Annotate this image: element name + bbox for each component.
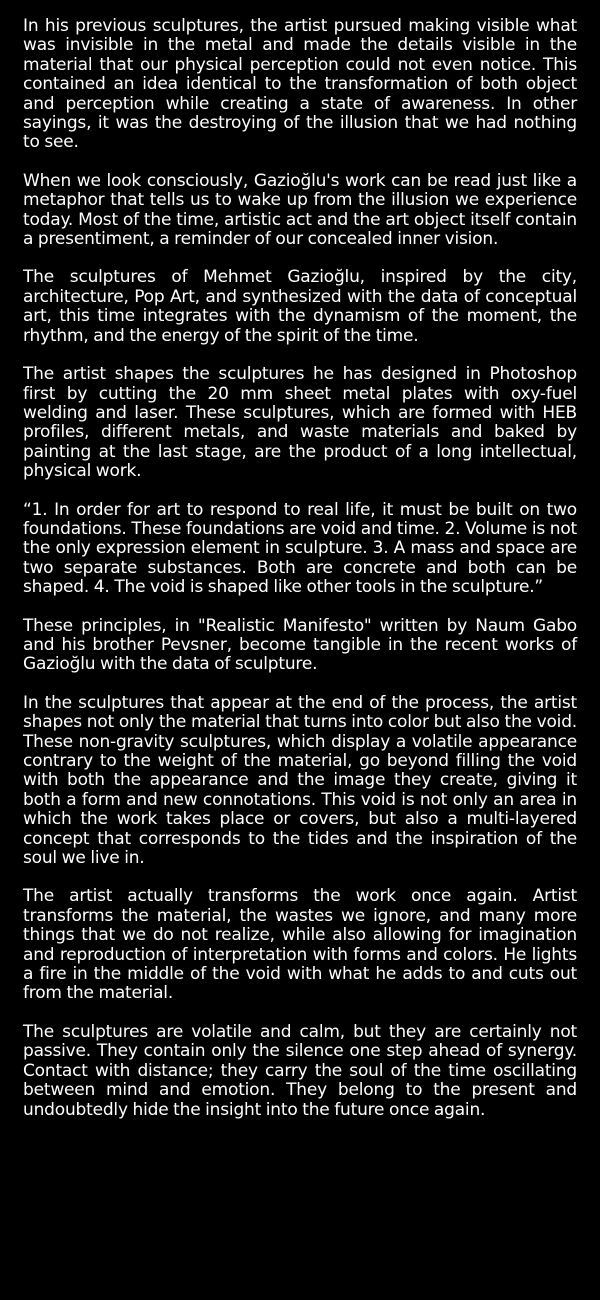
paragraph-inspiration: The sculptures of Mehmet Gazioğlu, inspired by the city, architecture, Pop Art, and synthesized with the data of conceptual art, this time integrates with the dynamism of the moment, the rhythm, and the energy of the spirit of the time. (23, 267, 577, 346)
paragraph-conclusion: The sculptures are volatile and calm, but they are certainly not passive. They contain only the silence one step ahead of synergy. Contact with distance; they carry the soul of the time oscillating between mind and emotion. They belong to the present and undoubtedly hide the insight into the future once again. (23, 1021, 577, 1120)
paragraph-process: The artist shapes the sculptures he has designed in Photoshop first by cutting the 20 mm sheet metal plates with oxy-fuel welding and laser. These sculptures, which are formed with HEB profiles, different metals, and waste materials and baked by painting at the last stage, are the product of a long intellectual, physical work. (23, 364, 577, 482)
paragraph-manifesto: These principles, in "Realistic Manifesto" written by Naum Gabo and his brother Pevsner, become tangible in the recent works of Gazioğlu with the data of sculpture. (23, 615, 577, 675)
paragraph-previous-sculptures: In his previous sculptures, the artist pursued making visible what was invisible in the metal and made the details visible in the material that our physical perception could not even notice. This contained an idea identical to the transformation of both object and perception while creating a state of awareness. In other sayings, it was the destroying of the illusion that we had nothing to see. (23, 16, 577, 153)
paragraph-quote: “1. In order for art to respond to real life, it must be built on two foundations. These foundations are void and time. 2. Volume is not the only expression element in sculpture. 3. A mass and space are two separate substances. Both are concrete and both can be shaped. 4. The void is shaped like other tools in the sculpture.” (23, 499, 577, 598)
paragraph-transformation: The artist actually transforms the work once again. Artist transforms the material, the wastes we ignore, and many more things that we do not realize, while also allowing for imagination and reproduction of interpretation with forms and colors. He lights a fire in the middle of the void with what he adds to and cuts out from the material. (23, 886, 577, 1004)
paragraph-metaphor: When we look consciously, Gazioğlu's work can be read just like a metaphor that tells us to wake up from the illusion we experience today. Most of the time, artistic act and the art object itself contain a presentiment, a reminder of our concealed inner vision. (23, 170, 577, 250)
paragraph-void: In the sculptures that appear at the end of the process, the artist shapes not only the material that turns into color but also the void. These non-gravity sculptures, which display a volatile appearance contrary to the weight of the material, go beyond filling the void with both the appearance and the image they create, giving it both a form and new connotations. This void is not only an area in which the work takes place or covers, but also a multi-layered concept that corresponds to the tides and the inspiration of the soul we live in. (23, 692, 577, 869)
